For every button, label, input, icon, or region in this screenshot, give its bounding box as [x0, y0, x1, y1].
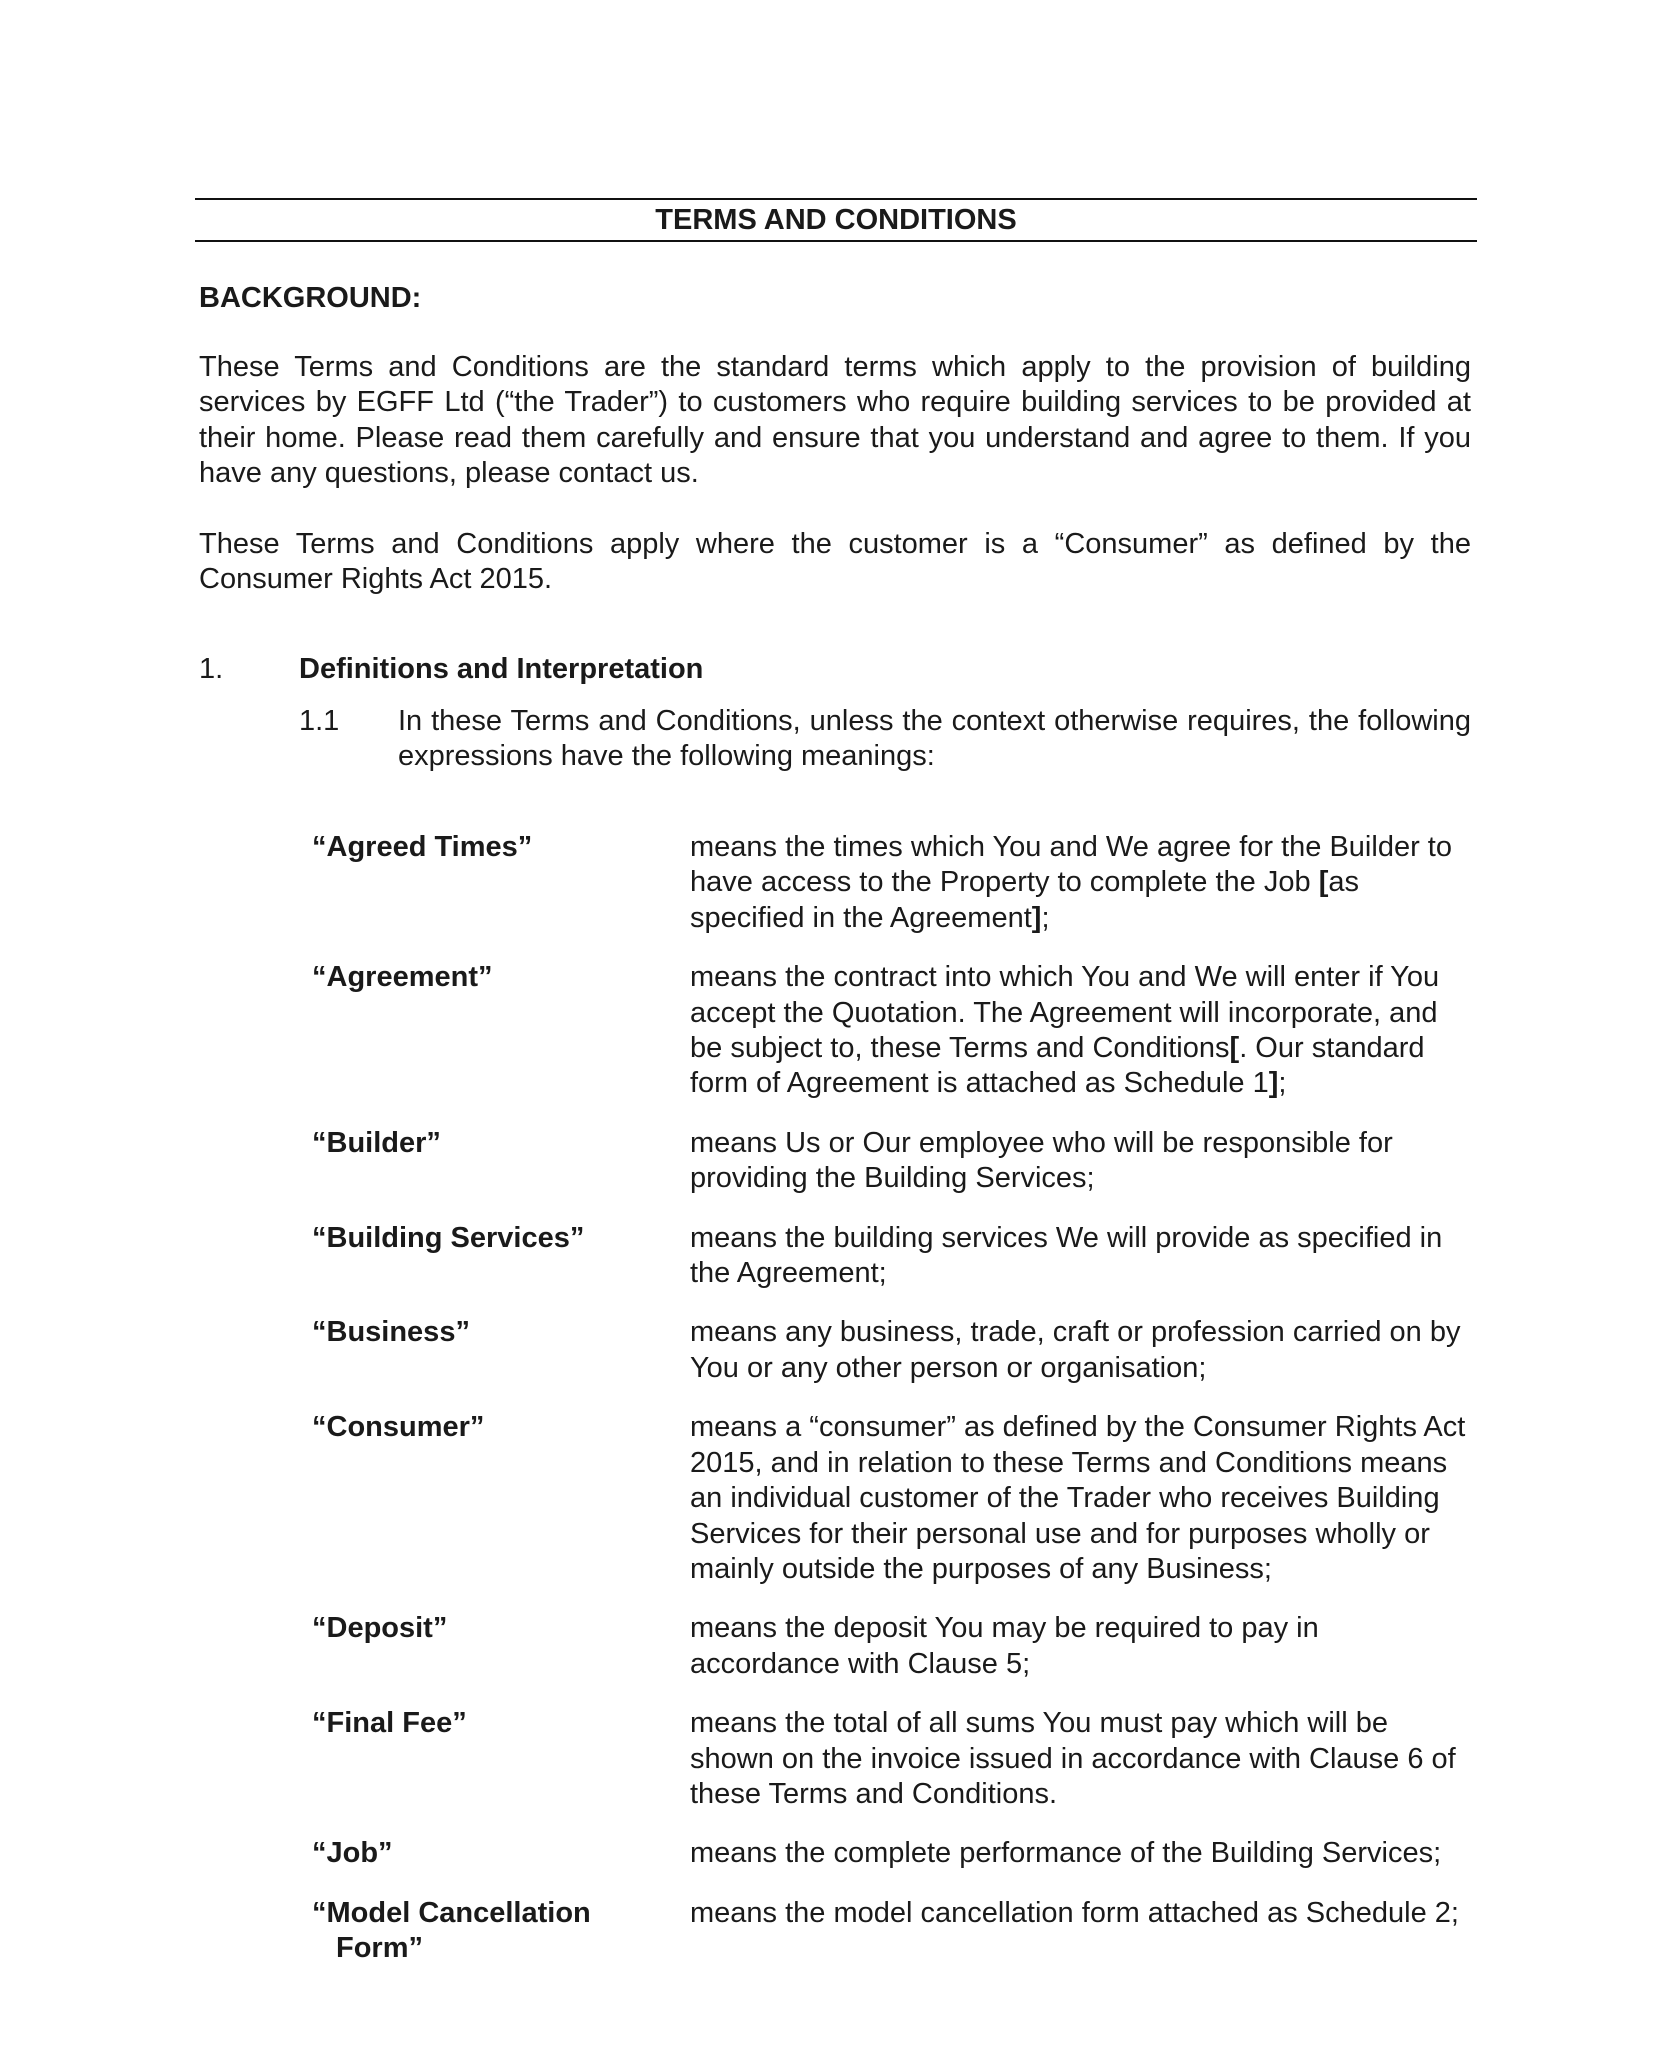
clause-1-1-number: 1.1 — [299, 705, 340, 737]
definition-row — [312, 1706, 1472, 1812]
definition-row — [312, 1410, 1472, 1587]
definition-term: “Agreed Times” — [312, 831, 533, 863]
definition-term: “Model Cancellation Form” — [312, 1896, 591, 1965]
definition-row — [312, 830, 1472, 936]
definition-row — [312, 1896, 1472, 1967]
definition-term: “Builder” — [312, 1126, 441, 1159]
definition-term: “Business” — [312, 1316, 470, 1349]
definition-description: means Us or Our employee who will be responsible for providing the Building Services; — [690, 1126, 1393, 1195]
definition-description: means the times which You and We agree for the Builder to have access to the Property to complete the Job [as specified in the Agreement]; — [690, 831, 1452, 934]
definition-row — [312, 1221, 1472, 1292]
definition-term: “Agreement” — [312, 961, 493, 994]
definition-description: means the total of all sums You must pay which will be shown on the invoice issued in accordance with Clause 6 of these Terms and Conditions. — [690, 1707, 1456, 1810]
definitions-list — [312, 830, 1472, 1991]
definition-description: means the contract into which You and We will enter if You accept the Quotation. The Agreement will incorporate, and be subject to, these Terms and Conditions[. Our standard form of Agreement is attached as Schedule 1]; — [690, 961, 1440, 1100]
definition-row — [312, 960, 1472, 1102]
definition-term: “Building Services” — [312, 1221, 585, 1254]
definition-description: means the building services We will provide as specified in the Agreement; — [690, 1221, 1443, 1290]
section-1-number: 1. — [199, 653, 224, 685]
document-title: TERMS AND CONDITIONS — [195, 198, 1477, 242]
clause-1-1-text: In these Terms and Conditions, unless the context otherwise requires, the following expressions have the following meanings: — [398, 705, 1471, 773]
background-heading: BACKGROUND: — [199, 282, 422, 314]
definition-description: means any business, trade, craft or profession carried on by You or any other person or organisation; — [690, 1316, 1461, 1384]
definition-row — [312, 1315, 1472, 1386]
background-paragraph-1: These Terms and Conditions are the standard terms which apply to the provision of building services by EGFF Ltd (“the Trader”) to customers who require building services to be provided at their home. Please read them carefully and ensure that you understand and agree to them. If you have any questions, please contact us. — [199, 351, 1471, 490]
definition-description: means the model cancellation form attached as Schedule 2; — [690, 1896, 1459, 1929]
definition-description: means the deposit You may be required to pay in accordance with Clause 5; — [690, 1612, 1319, 1680]
definition-row — [312, 1126, 1472, 1197]
background-paragraph-2: These Terms and Conditions apply where the customer is a “Consumer” as defined by the Consumer Rights Act 2015. — [199, 528, 1471, 596]
definition-description: means a “consumer” as defined by the Consumer Rights Act 2015, and in relation to these Terms and Conditions means an individual customer of the Trader who receives Building Services for their personal use and for purposes wholly or mainly outside the purposes of any Business; — [690, 1411, 1466, 1585]
definition-term: “Final Fee” — [312, 1707, 467, 1740]
definition-description: means the complete performance of the Building Services; — [690, 1837, 1442, 1870]
definition-term: “Consumer” — [312, 1411, 485, 1444]
definition-term: “Job” — [312, 1837, 393, 1870]
definition-row — [312, 1611, 1472, 1682]
definition-term: “Deposit” — [312, 1612, 448, 1645]
section-1-title: Definitions and Interpretation — [299, 653, 704, 685]
definition-row — [312, 1836, 1472, 1871]
